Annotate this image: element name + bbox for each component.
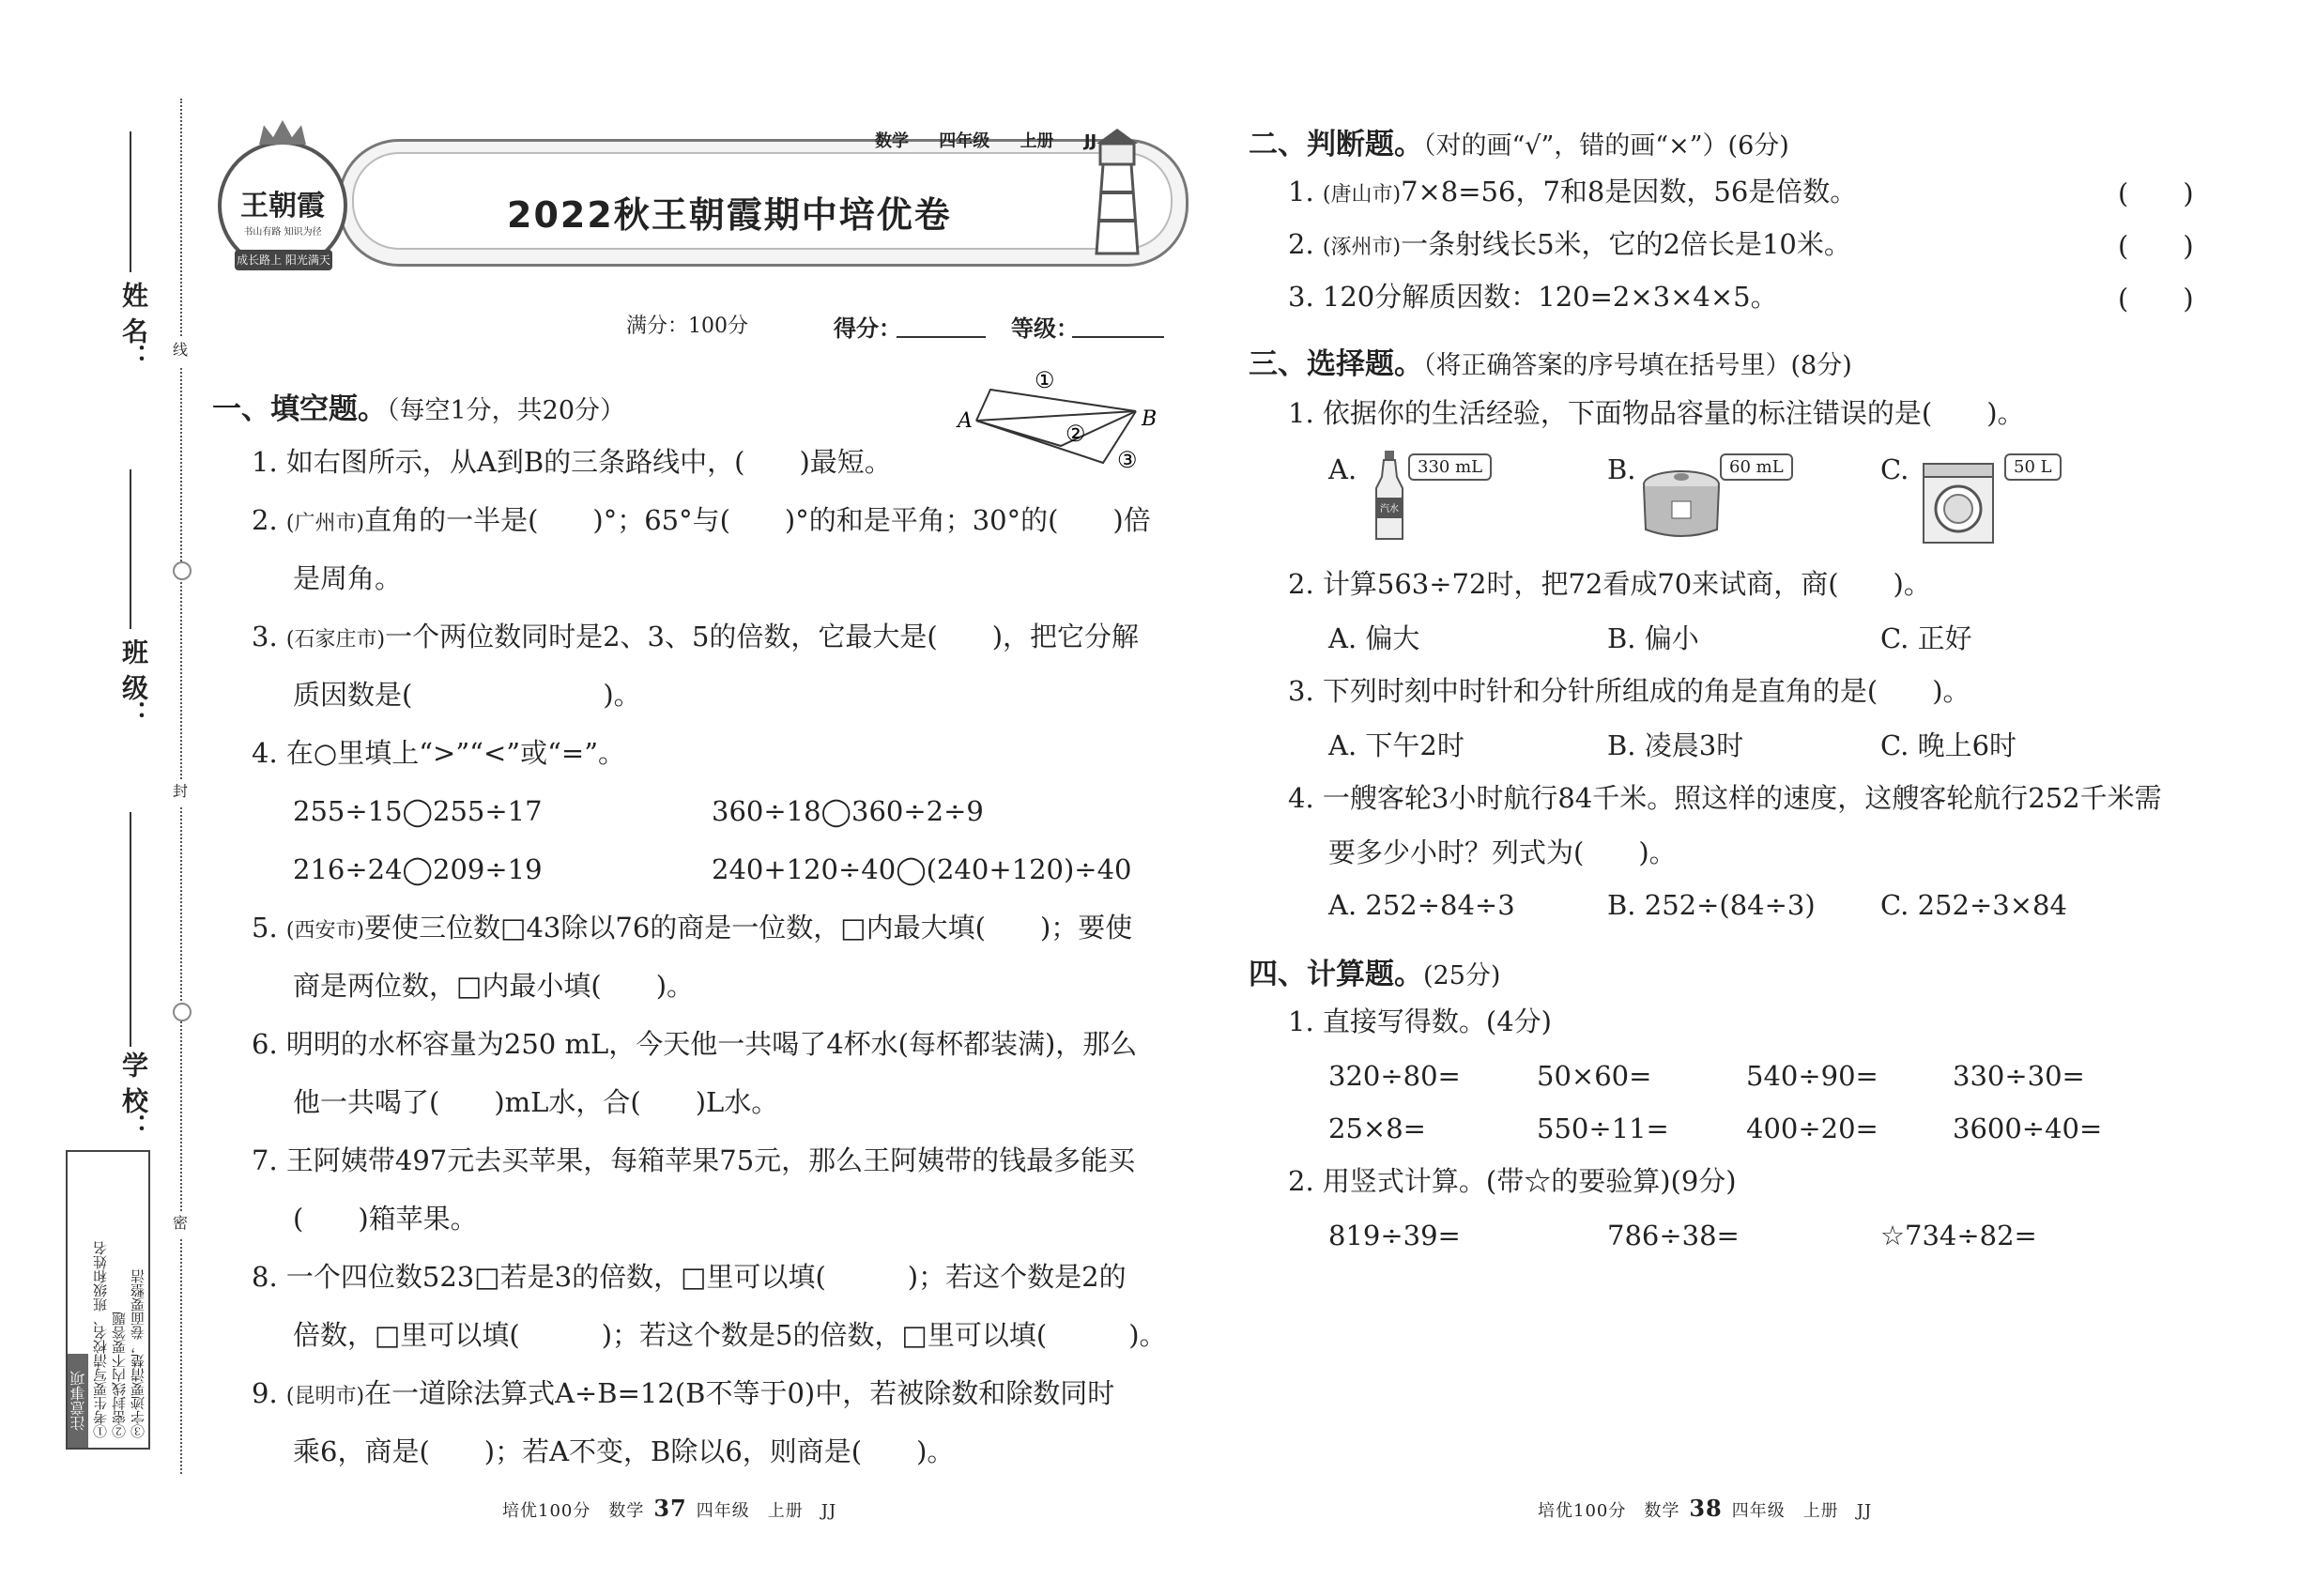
section-title: 四、计算题。 xyxy=(1249,958,1423,991)
footer-prefix: 培优100分 数学 xyxy=(502,1501,645,1521)
choice-q3-option-a[interactable]: A. 下午2时 xyxy=(1328,729,1464,761)
brand-crown-icon xyxy=(259,120,306,145)
fill-q7-line2: ( )箱苹果。 xyxy=(293,1203,478,1235)
choice-q2: 2. 计算563÷72时，把72看成70来试商，商( )。 xyxy=(1288,568,1931,600)
tag-60ml: 60 mL xyxy=(1720,453,1793,481)
compare-item-1[interactable]: 255÷15◯255÷17 xyxy=(293,795,543,827)
fill-q1: 1. 如右图所示，从A到B的三条路线中，( )最短。 xyxy=(252,446,892,478)
region-tag: (广州市) xyxy=(285,512,365,535)
name-field[interactable] xyxy=(130,131,131,272)
header-meta xyxy=(875,128,1096,152)
section-choice-title xyxy=(1249,340,1852,382)
region-tag: (唐山市) xyxy=(1322,183,1402,207)
judge-q3-answer[interactable]: ( ) xyxy=(2118,283,2194,315)
fill-q3-line1: 3. (石家庄市)一个两位数同时是2、3、5的倍数，它最大是( )，把它分解 xyxy=(252,621,1140,652)
binding-hole-1 xyxy=(173,561,192,580)
notice-title: 注意事项 xyxy=(68,1354,88,1448)
score-field[interactable] xyxy=(897,336,986,338)
binding-hole-2 xyxy=(173,1003,192,1021)
cut-mark-feng: 封 xyxy=(171,779,190,807)
section-title: 一、填空题。 xyxy=(212,392,387,426)
region-tag: (西安市) xyxy=(285,919,365,943)
fill-q5-line1: 5. (西安市)要使三位数□43除以76的商是一位数，□内最大填( )；要使 xyxy=(252,912,1133,944)
oral-calc-2[interactable]: 50×60= xyxy=(1537,1060,1652,1092)
fill-q8-line2: 倍数，□里可以填( )；若这个数是5的倍数，□里可以填( )。 xyxy=(293,1319,1167,1351)
fill-q6-line2: 他一共喝了( )mL水，合( )L水。 xyxy=(293,1086,779,1118)
meta-grade: 四年级 xyxy=(939,131,990,151)
choice-q1-option-c[interactable]: C. xyxy=(1880,453,1909,485)
figure-route-3: ③ xyxy=(1117,447,1138,473)
region-tag: (石家庄市) xyxy=(285,628,386,652)
school-label: 学 校： xyxy=(118,1051,149,1140)
right-footer xyxy=(1538,1495,1872,1522)
section-note: （对的画“√”，错的画“×”）(6分) xyxy=(1423,131,1789,161)
question-text: 7×8=56，7和8是因数，56是倍数。 xyxy=(1401,176,1858,207)
oral-calc-7[interactable]: 400÷20= xyxy=(1746,1113,1878,1144)
oral-calc-1[interactable]: 320÷80= xyxy=(1328,1060,1461,1092)
name-label: 姓 名： xyxy=(118,282,149,370)
judge-q2: 2. (涿州市)一条射线长5米，它的2倍长是10米。 xyxy=(1288,228,1851,260)
section-title: 二、判断题。 xyxy=(1249,128,1423,161)
judge-q1: 1. (唐山市)7×8=56，7和8是因数，56是倍数。 xyxy=(1288,176,1858,207)
figure-point-a: A xyxy=(958,409,973,433)
footer-suffix: 四年级 上册 JJ xyxy=(696,1501,837,1521)
fill-q4: 4. 在○里填上“>”“<”或“=”。 xyxy=(252,737,626,769)
oral-calc-8[interactable]: 3600÷40= xyxy=(1953,1113,2103,1144)
washing-machine-icon xyxy=(1920,460,1997,546)
fill-q9-line1: 9. (昆明市)在一道除法算式A÷B=12(B不等于0)中，若被除数和除数同时 xyxy=(252,1377,1115,1409)
class-field[interactable] xyxy=(130,469,131,629)
choice-q3-option-c[interactable]: C. 晚上6时 xyxy=(1880,729,2017,761)
choice-q4-line1: 4. 一艘客轮3小时航行84千米。照这样的速度，这艘客轮航行252千米需 xyxy=(1288,782,2162,814)
notice-item-3: ③字迹要清楚，卷面要整洁 xyxy=(130,1269,146,1438)
question-text: 在一道除法算式A÷B=12(B不等于0)中，若被除数和除数同时 xyxy=(364,1377,1115,1409)
oral-calc-6[interactable]: 550÷11= xyxy=(1537,1113,1669,1144)
left-footer xyxy=(502,1495,836,1522)
page-number: 37 xyxy=(653,1495,687,1522)
rice-cooker-icon xyxy=(1638,468,1725,543)
school-field[interactable] xyxy=(130,812,131,1047)
score-label: 得分： xyxy=(834,315,901,342)
fill-q5-line2: 商是两位数，□内最小填( )。 xyxy=(293,970,695,1002)
full-score: 满分：100分 xyxy=(626,315,748,338)
oral-calc-3[interactable]: 540÷90= xyxy=(1746,1060,1878,1092)
soda-label: 汽水 xyxy=(1380,504,1399,514)
tag-50l: 50 L xyxy=(2004,453,2062,481)
section-note: （将正确答案的序号填在括号里）(8分) xyxy=(1423,351,1852,380)
notice-item-2: ②密封线内不要答题 xyxy=(111,1312,128,1438)
footer-suffix: 四年级 上册 JJ xyxy=(1731,1501,1873,1521)
section-judge-title xyxy=(1249,120,1789,162)
compare-item-2[interactable]: 360÷18◯360÷2÷9 xyxy=(712,795,984,827)
figure-point-b: B xyxy=(1142,407,1158,431)
meta-volume: 上册 xyxy=(1020,131,1054,151)
figure-route-2: ② xyxy=(1066,421,1086,447)
meta-edition: JJ xyxy=(1083,131,1097,151)
section-fill-blank-title xyxy=(212,385,625,427)
tag-330ml: 330 mL xyxy=(1408,453,1492,481)
fill-q7-line1: 7. 王阿姨带497元去买苹果，每箱苹果75元，那么王阿姨带的钱最多能买 xyxy=(252,1144,1136,1176)
meta-subject: 数学 xyxy=(875,131,909,151)
choice-q2-option-c[interactable]: C. 正好 xyxy=(1880,622,1972,654)
compare-item-3[interactable]: 216÷24◯209÷19 xyxy=(293,853,543,885)
choice-q2-option-a[interactable]: A. 偏大 xyxy=(1328,622,1420,654)
route-figure xyxy=(948,371,1164,474)
section-note: （每空1分，共20分） xyxy=(387,396,626,425)
class-label: 班 级： xyxy=(118,638,149,727)
section-calc-title xyxy=(1249,950,1500,992)
oral-calc-5[interactable]: 25×8= xyxy=(1328,1113,1426,1144)
compare-item-4[interactable]: 240+120÷40◯(240+120)÷40 xyxy=(712,853,1132,885)
judge-q2-answer[interactable]: ( ) xyxy=(2118,230,2194,262)
brand-badge: 成长路上 阳光满天 xyxy=(235,250,332,270)
page-number: 38 xyxy=(1689,1495,1723,1522)
vertical-calc-3[interactable]: ☆734÷82= xyxy=(1880,1220,2037,1251)
calc-q1: 1. 直接写得数。(4分) xyxy=(1288,1005,1552,1037)
fill-q2-line2: 是周角。 xyxy=(293,562,403,594)
figure-route-1: ① xyxy=(1035,371,1055,393)
footer-prefix: 培优100分 数学 xyxy=(1538,1501,1680,1521)
oral-calc-4[interactable]: 330÷30= xyxy=(1953,1060,2085,1092)
cut-mark-mi: 密 xyxy=(171,1211,190,1239)
choice-q4-line2: 要多少小时？列式为( )。 xyxy=(1328,836,1677,868)
choice-q1-option-b[interactable]: B. xyxy=(1607,453,1636,485)
fill-q6-line1: 6. 明明的水杯容量为250 mL，今天他一共喝了4杯水(每杯都装满)，那么 xyxy=(252,1028,1138,1060)
question-text: 直角的一半是( )°；65°与( )°的和是平角；30°的( )倍 xyxy=(364,504,1151,536)
page-title: 2022秋王朝霞期中培优卷 xyxy=(507,194,952,236)
vertical-calc-1[interactable]: 819÷39= xyxy=(1328,1220,1461,1251)
lighthouse-icon xyxy=(1080,127,1155,258)
vertical-calc-2[interactable]: 786÷38= xyxy=(1607,1220,1740,1251)
notice-item-1: ①考生要写清校名、班级和姓名 xyxy=(92,1241,109,1438)
choice-q3: 3. 下列时刻中时针和分针所组成的角是直角的是( )。 xyxy=(1288,675,1970,707)
section-title: 三、选择题。 xyxy=(1249,347,1423,381)
fill-q9-line2: 乘6，商是( )；若A不变，B除以6，则商是( )。 xyxy=(293,1435,955,1467)
choice-q1-option-a[interactable]: A. xyxy=(1328,453,1357,485)
choice-q4-option-c[interactable]: C. 252÷3×84 xyxy=(1880,889,2067,921)
notice-box xyxy=(66,1150,150,1450)
fill-q3-line2: 质因数是( )。 xyxy=(293,679,641,711)
grade-field[interactable] xyxy=(1072,336,1164,338)
calc-q2: 2. 用竖式计算。(带☆的要验算)(9分) xyxy=(1288,1165,1737,1197)
fill-q8-line1: 8. 一个四位数523□若是3的倍数，□里可以填( )；若这个数是2的 xyxy=(252,1261,1127,1293)
question-text: 一条射线长5米，它的2倍长是10米。 xyxy=(1401,228,1851,260)
brand-subtitle: 书山有路 知识为径 xyxy=(243,227,322,238)
question-text: 一个两位数同时是2、3、5的倍数，它最大是( )，把它分解 xyxy=(385,621,1140,652)
choice-q2-option-b[interactable]: B. 偏小 xyxy=(1607,622,1699,654)
choice-q3-option-b[interactable]: B. 凌晨3时 xyxy=(1607,729,1744,761)
cut-mark-xian: 线 xyxy=(171,338,190,366)
region-tag: (涿州市) xyxy=(1322,236,1402,259)
judge-q1-answer[interactable]: ( ) xyxy=(2118,177,2194,209)
choice-q4-option-b[interactable]: B. 252÷(84÷3) xyxy=(1607,889,1816,921)
choice-q4-option-a[interactable]: A. 252÷84÷3 xyxy=(1328,889,1515,921)
grade-label: 等级： xyxy=(1011,315,1079,342)
brand-name: 王朝霞 xyxy=(240,190,325,223)
question-text: 要使三位数□43除以76的商是一位数，□内最大填( )；要使 xyxy=(364,912,1133,944)
soda-bottle-icon xyxy=(1371,449,1408,543)
choice-q1: 1. 依据你的生活经验，下面物品容量的标注错误的是( )。 xyxy=(1288,397,2025,429)
fill-q2-line1: 2. (广州市)直角的一半是( )°；65°与( )°的和是平角；30°的( )倍 xyxy=(252,504,1151,536)
section-note: (25分) xyxy=(1423,961,1501,990)
judge-q3: 3. 120分解质因数：120=2×3×4×5。 xyxy=(1288,281,1778,313)
region-tag: (昆明市) xyxy=(285,1385,365,1408)
